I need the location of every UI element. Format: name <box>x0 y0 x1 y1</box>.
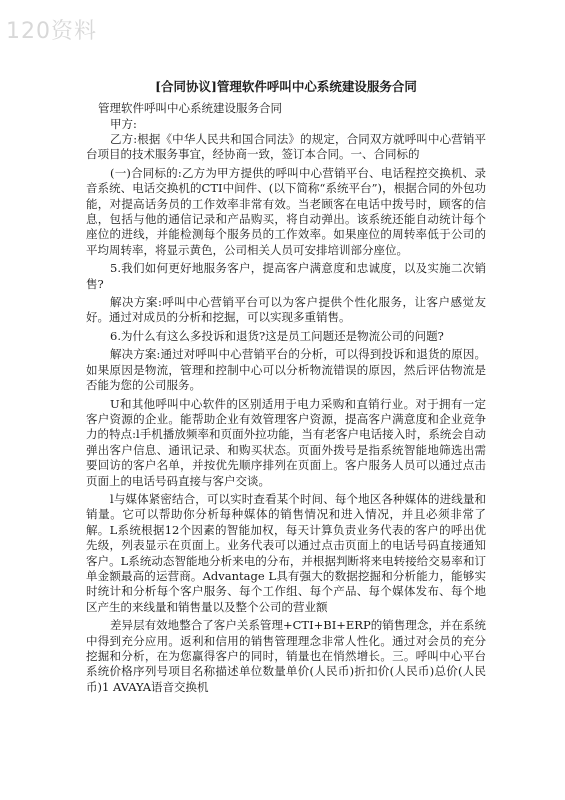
document-subtitle: 管理软件呼叫中心系统建设服务合同 <box>98 101 282 115</box>
paragraph-price-list: 差异层有效地整合了客户关系管理+CTI+BI+ERP的销售理念，并在系统中得到充分应用。返利和信用的销售管理理念非常人性化。通过对会员的充分挖掘和分析，在为您赢得客户的同时，销量也在悄然增长。三。呼叫中心平台系统价格序列号项目名称描述单位数量单价(人民币)折扣价(人民币)总价(人民币)1 AVAYA语音交换机 <box>86 618 486 694</box>
paragraph-intro: 乙方:根据《中华人民共和国合同法》的规定，合同双方就呼叫中心营销平台项目的技术服务事宜，经协商一致，签订本合同。一、合同标的 <box>86 132 486 162</box>
paragraph-question-5: 5.我们如何更好地服务客户，提高客户满意度和忠诚度，以及实施二次销售? <box>86 261 486 291</box>
document-title: [合同协议]管理软件呼叫中心系统建设服务合同 <box>155 79 417 94</box>
paragraph-solution-5: 解决方案:呼叫中心营销平台可以为客户提供个性化服务，让客户感觉友好。通过对成员的分析和挖掘，可以实现多重销售。 <box>86 295 486 325</box>
paragraph-solution-6: 解决方案:通过对呼叫中心营销平台的分析，可以得到投诉和退货的原因。如果原因是物流，管理和控制中心可以分析物流错误的原因，然后评估物流是否能为您的公司服务。 <box>86 347 486 393</box>
paragraph-question-6: 6.为什么有这么多投诉和退货?这是员工问题还是物流公司的问题? <box>110 328 444 343</box>
document-body <box>86 78 486 695</box>
party-a-label: 甲方: <box>110 117 137 131</box>
paragraph-software-difference: U和其他呼叫中心软件的区别适用于电力采购和直销行业。对于拥有一定客户资源的企业。能帮助企业有效管理客户资源，提高客户满意度和企业竞争力的特点:l手机播放频率和页面外拉功能，当有老客户电话接入时，系统会自动弹出客户信息、通讯记录、和购买状态。页面外拨号是指系统智能地筛选出需要回访的客户名单，并按优先顺序排列在页面上。客户服务人员可以通过点击页面上的电话号码直接与客户交谈。 <box>86 396 486 488</box>
paragraph-contract-subject: (一)合同标的:乙方为甲方提供的呼叫中心营销平台、电话程控交换机、录音系统、电话交换机的CTI中间件、(以下简称“系统平台”)，根据合同的外包功能，对提高话务员的工作效率非常有效。当老顾客在电话中拨号时，顾客的信息，包括与他的通信记录和产品购买，将自动弹出。该系统还能自动统计每个座位的进线，并能检测每个服务员的工作效率。如果座位的周转率低于公司的平均周转率，将显示黄色，公司相关人员可安排培训部分座位。 <box>86 165 486 257</box>
watermark: 120资料 <box>6 19 97 44</box>
paragraph-media-analysis: l与媒体紧密结合，可以实时查看某个时间、每个地区各种媒体的进线量和销量。它可以帮助你分析每种媒体的销售情况和进入情况，并且必须非常了解。L系统根据12个因素的智能加权，每天计算负责业务代表的客户的呼出优先级，列表显示在页面上。业务代表可以通过点击页面上的电话号码直接通知客户。L系统动态智能地分析来电的分布，并根据判断将来电转接给交易率和订单金额最高的运营商。Advantage L具有强大的数据挖掘和分析能力，能够实时统计和分析每个客户服务、每个工作组、每个产品、每个媒体发布、每个地区产生的来线量和销售量以及整个公司的营业额 <box>86 491 486 614</box>
